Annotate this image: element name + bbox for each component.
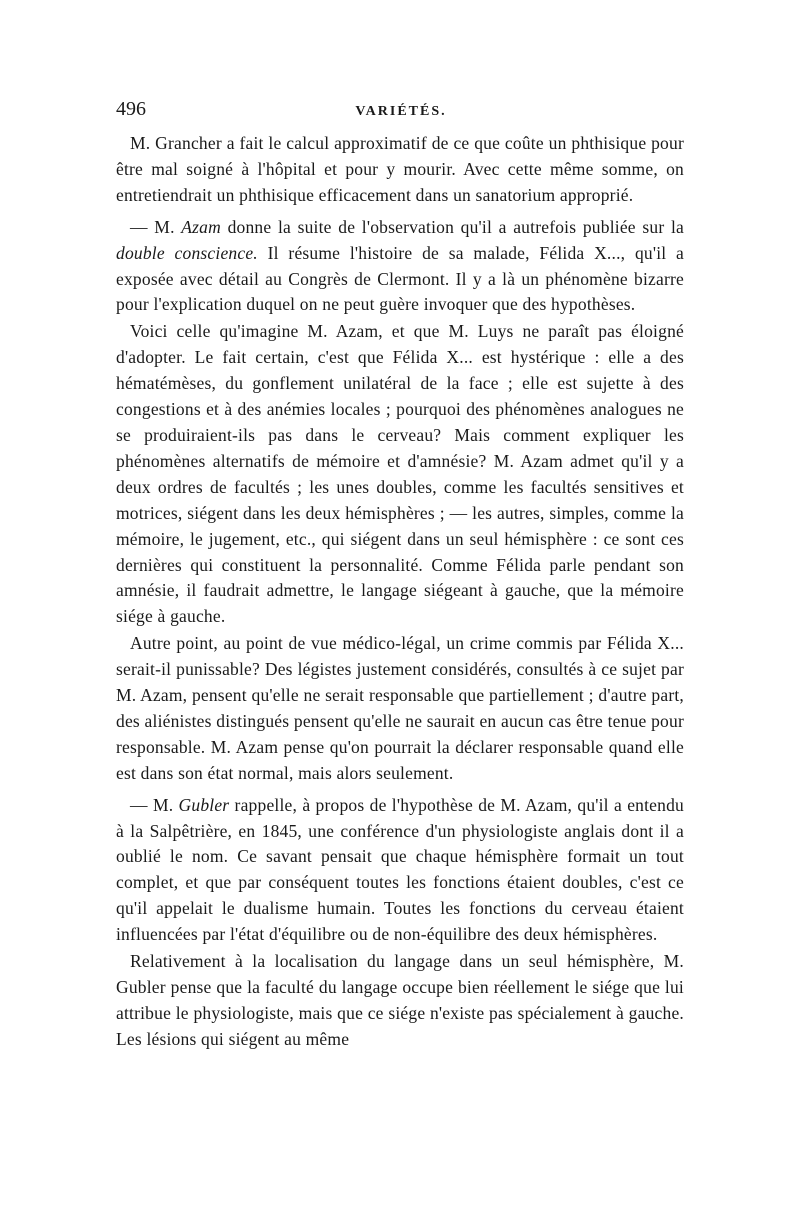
paragraph-2-italic-term: double conscience. — [116, 242, 258, 263]
paragraph-2-lead: — M. — [130, 216, 182, 237]
author-name-azam: Azam — [181, 216, 221, 237]
paragraph-2-rest: Il résume l'histoire de sa malade, Félida X..., qu'il a exposée avec détail au Congrès de Clermont. Il y a là un phénomène bizarre pour l'explication duquel on ne peut guère invoquer que des hypothèses. — [116, 242, 684, 315]
page-number: 496 — [116, 98, 146, 120]
page-header — [116, 98, 686, 128]
paragraph-3: Voici celle qu'imagine M. Azam, et que M. Luys ne paraît pas éloigné d'adopter. Le fait certain, c'est que Félida X... est hystérique : elle a des hématémèses, du gonflement unilatéral de la face ; elle est sujette à des congestions et à des anémies locales ; pourquoi des phénomènes analogues ne se produiraient-ils pas dans le cerveau? Mais comment expliquer les phénomènes alternatifs de mémoire et d'amnésie? M. Azam admet qu'il y a deux ordres de facultés ; les unes doubles, comme les facultés sensitives et motrices, siégent dans les deux hémisphères ; — les autres, simples, comme la mémoire, le jugement, etc., qui siégent dans un seul hémisphère : ce sont ces dernières qui constituent la personnalité. Comme Félida parle pendant son amnésie, il faudrait admettre, le langage siégeant à gauche, que la mémoire siége à gauche. — [116, 321, 684, 627]
paragraph-2 — [116, 215, 684, 319]
paragraph-1: M. Grancher a fait le calcul approximatif de ce que coûte un phthisique pour être mal soigné à l'hôpital et pour y mourir. Avec cette même somme, on entretiendrait un phthisique efficacement dans un sanatorium approprié. — [116, 133, 684, 205]
author-name-gubler: Gubler — [178, 794, 230, 815]
paragraph-5 — [116, 793, 684, 948]
paragraph-6: Relativement à la localisation du langage dans un seul hémisphère, M. Gubler pense que la faculté du langage occupe bien réellement le siége que lui attribue le physiologiste, mais que ce siége n'existe pas spécialement à gauche. Les lésions qui siégent au même — [116, 951, 684, 1049]
body-text — [116, 131, 684, 1053]
paragraph-5-rest: rappelle, à propos de l'hypothèse de M. Azam, qu'il a entendu à la Salpêtrière, en 1845, une conférence d'un physiologiste anglais dont il a oublié le nom. Ce savant pensait que chaque hémisphère formait un tout complet, et que par conséquent toutes les fonctions étaient doubles, c'est ce qu'il appelait le dualisme humain. Toutes les fonctions du cerveau étaient influencées par l'état d'équilibre ou de non-équilibre des deux hémisphères. — [116, 794, 684, 945]
paragraph-5-lead: — M. — [130, 794, 179, 815]
paragraph-2-middle: donne la suite de l'observation qu'il a autrefois publiée sur la — [220, 216, 684, 237]
running-title: VARIÉTÉS. — [355, 104, 447, 119]
paragraph-4: Autre point, au point de vue médico-légal, un crime commis par Félida X... serait-il punissable? Des légistes justement considérés, consultés à ce sujet par M. Azam, pensent qu'elle ne serait responsable que partiellement ; d'autre part, des aliénistes distingués pensent qu'elle ne saurait en aucun cas être tenue pour responsable. M. Azam pense qu'on pourrait la déclarer responsable quand elle est dans son état normal, mais alors seulement. — [116, 633, 684, 783]
